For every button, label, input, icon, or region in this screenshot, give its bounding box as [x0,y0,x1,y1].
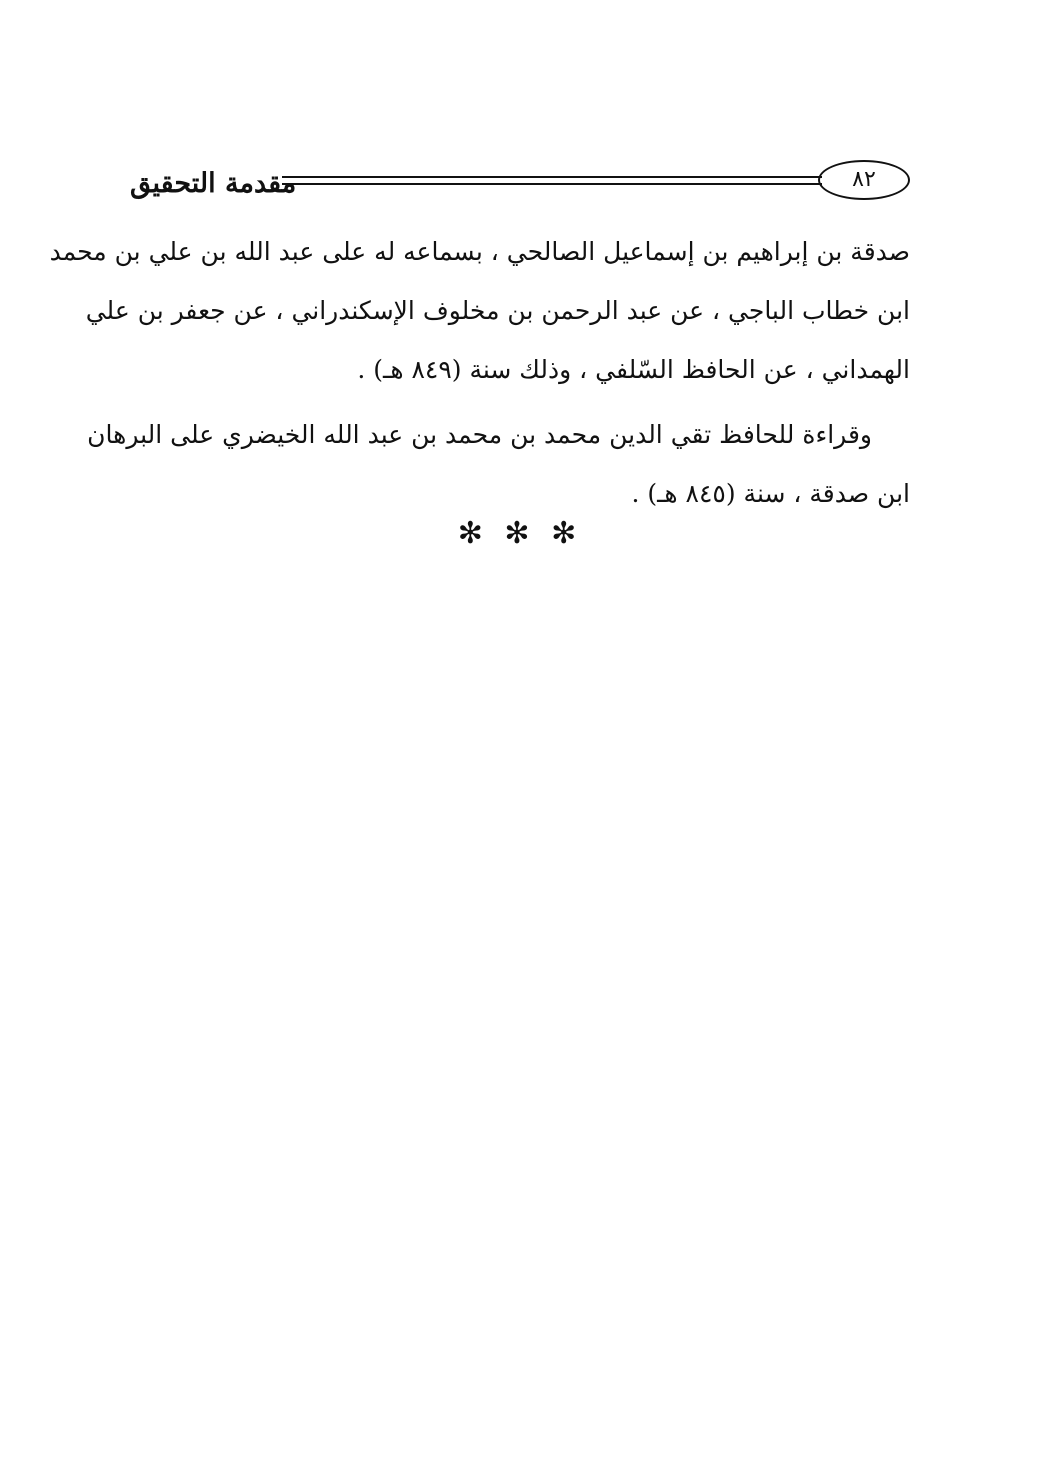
text-line: وقراءة للحافظ تقي الدين محمد بن محمد بن عبد الله الخيضري على البرهان [87,420,872,449]
text-line: ابن صدقة ، سنة (٨٤٥ هـ) . [631,479,910,508]
section-separator: ✻ ✻ ✻ [457,516,583,551]
page-header [130,160,910,216]
text-line: صدقة بن إبراهيم بن إسماعيل الصالحي ، بسماعه له على عبد الله بن علي بن محمد [49,237,910,266]
header-rule-bottom [282,183,822,185]
text-line: ابن خطاب الباجي ، عن عبد الرحمن بن مخلوف الإسكندراني ، عن جعفر بن علي [85,296,910,325]
text-line: الهمداني ، عن الحافظ السّلفي ، وذلك سنة (٨٤٩ هـ) . [357,355,910,384]
header-rule-top [282,176,822,178]
body-text [49,222,910,523]
page-number: ٨٢ [818,160,910,200]
header-title: مقدمة التحقيق [130,168,297,199]
paragraph [49,222,910,399]
paragraph [87,405,910,523]
